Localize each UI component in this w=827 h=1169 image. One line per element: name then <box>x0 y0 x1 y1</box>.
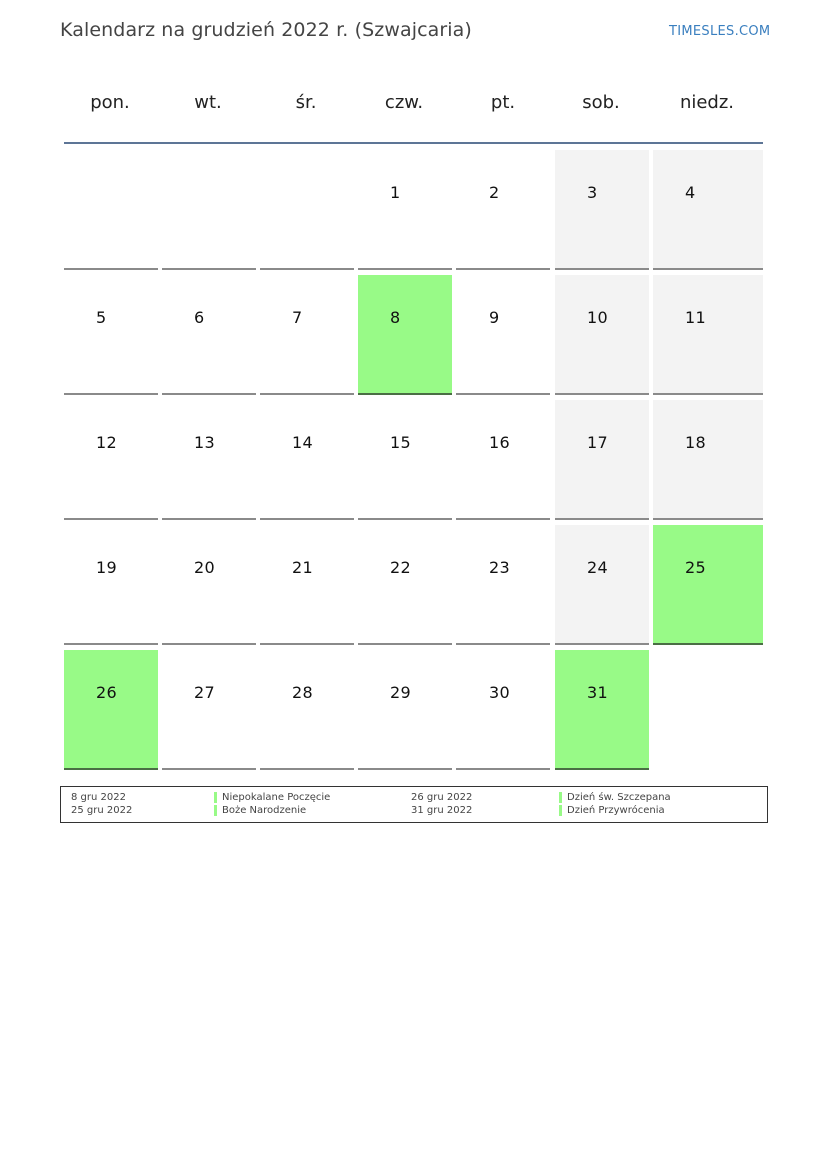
day-cell[interactable] <box>555 400 649 520</box>
day-cell[interactable] <box>456 650 550 770</box>
day-number: 25 <box>685 558 706 577</box>
day-number: 24 <box>587 558 608 577</box>
weekday-label: pon. <box>90 92 130 113</box>
legend-date: 31 gru 2022 <box>411 805 473 816</box>
legend-holiday-name: Dzień św. Szczepana <box>567 792 671 803</box>
day-cell[interactable] <box>555 525 649 645</box>
weekday-label: czw. <box>384 92 424 113</box>
day-number: 11 <box>685 308 706 327</box>
page-title: Kalendarz na grudzień 2022 r. (Szwajcaria) <box>60 19 472 41</box>
day-number: 16 <box>489 433 510 452</box>
day-cell[interactable] <box>64 400 158 520</box>
empty-day-cell <box>64 150 158 270</box>
day-number: 6 <box>194 308 205 327</box>
legend-holiday-name: Dzień Przywrócenia <box>567 805 665 816</box>
holiday-day-cell[interactable] <box>64 650 158 770</box>
day-number: 20 <box>194 558 215 577</box>
weekday-label: śr. <box>295 92 317 113</box>
empty-day-cell <box>653 650 763 770</box>
legend-holiday-name: Boże Narodzenie <box>222 805 307 816</box>
day-cell[interactable] <box>260 650 354 770</box>
day-number: 15 <box>390 433 411 452</box>
day-cell[interactable] <box>555 275 649 395</box>
day-cell[interactable] <box>64 525 158 645</box>
day-cell[interactable] <box>260 525 354 645</box>
day-cell[interactable] <box>260 275 354 395</box>
legend-date: 26 gru 2022 <box>411 792 473 803</box>
day-number: 26 <box>96 683 117 702</box>
day-cell[interactable] <box>456 150 550 270</box>
day-cell[interactable] <box>162 525 256 645</box>
day-cell[interactable] <box>162 275 256 395</box>
day-cell[interactable] <box>162 400 256 520</box>
legend-holiday-name: Niepokalane Poczęcie <box>222 792 331 803</box>
day-number: 1 <box>390 183 401 202</box>
day-number: 5 <box>96 308 107 327</box>
weekday-label: wt. <box>194 92 222 113</box>
day-number: 12 <box>96 433 117 452</box>
day-cell[interactable] <box>456 400 550 520</box>
holiday-day-cell[interactable] <box>555 650 649 770</box>
day-number: 29 <box>390 683 411 702</box>
day-number: 23 <box>489 558 510 577</box>
day-number: 22 <box>390 558 411 577</box>
day-cell[interactable] <box>653 275 763 395</box>
day-number: 19 <box>96 558 117 577</box>
day-cell[interactable] <box>358 400 452 520</box>
day-number: 31 <box>587 683 608 702</box>
day-cell[interactable] <box>456 525 550 645</box>
day-number: 27 <box>194 683 215 702</box>
day-number: 14 <box>292 433 313 452</box>
holiday-day-cell[interactable] <box>653 525 763 645</box>
weekday-label: sob. <box>582 92 620 113</box>
day-number: 2 <box>489 183 500 202</box>
day-cell[interactable] <box>653 150 763 270</box>
weekday-label: pt. <box>490 92 516 113</box>
day-cell[interactable] <box>358 650 452 770</box>
day-number: 21 <box>292 558 313 577</box>
day-number: 3 <box>587 183 598 202</box>
day-number: 30 <box>489 683 510 702</box>
day-cell[interactable] <box>555 150 649 270</box>
empty-day-cell <box>162 150 256 270</box>
legend-date: 25 gru 2022 <box>71 805 133 816</box>
day-cell[interactable] <box>162 650 256 770</box>
holiday-day-cell[interactable] <box>358 275 452 395</box>
day-number: 8 <box>390 308 401 327</box>
day-number: 7 <box>292 308 303 327</box>
day-number: 9 <box>489 308 500 327</box>
day-number: 13 <box>194 433 215 452</box>
weekday-label: niedz. <box>679 92 735 113</box>
day-number: 4 <box>685 183 696 202</box>
day-cell[interactable] <box>64 275 158 395</box>
empty-day-cell <box>260 150 354 270</box>
day-number: 18 <box>685 433 706 452</box>
day-cell[interactable] <box>358 150 452 270</box>
day-number: 28 <box>292 683 313 702</box>
holiday-legend <box>60 786 768 823</box>
day-cell[interactable] <box>456 275 550 395</box>
header-divider <box>64 142 763 144</box>
day-cell[interactable] <box>260 400 354 520</box>
day-number: 10 <box>587 308 608 327</box>
legend-date: 8 gru 2022 <box>71 792 126 803</box>
brand-logo-text[interactable]: TIMESLES.COM <box>669 24 771 39</box>
day-cell[interactable] <box>358 525 452 645</box>
day-number: 17 <box>587 433 608 452</box>
day-cell[interactable] <box>653 400 763 520</box>
